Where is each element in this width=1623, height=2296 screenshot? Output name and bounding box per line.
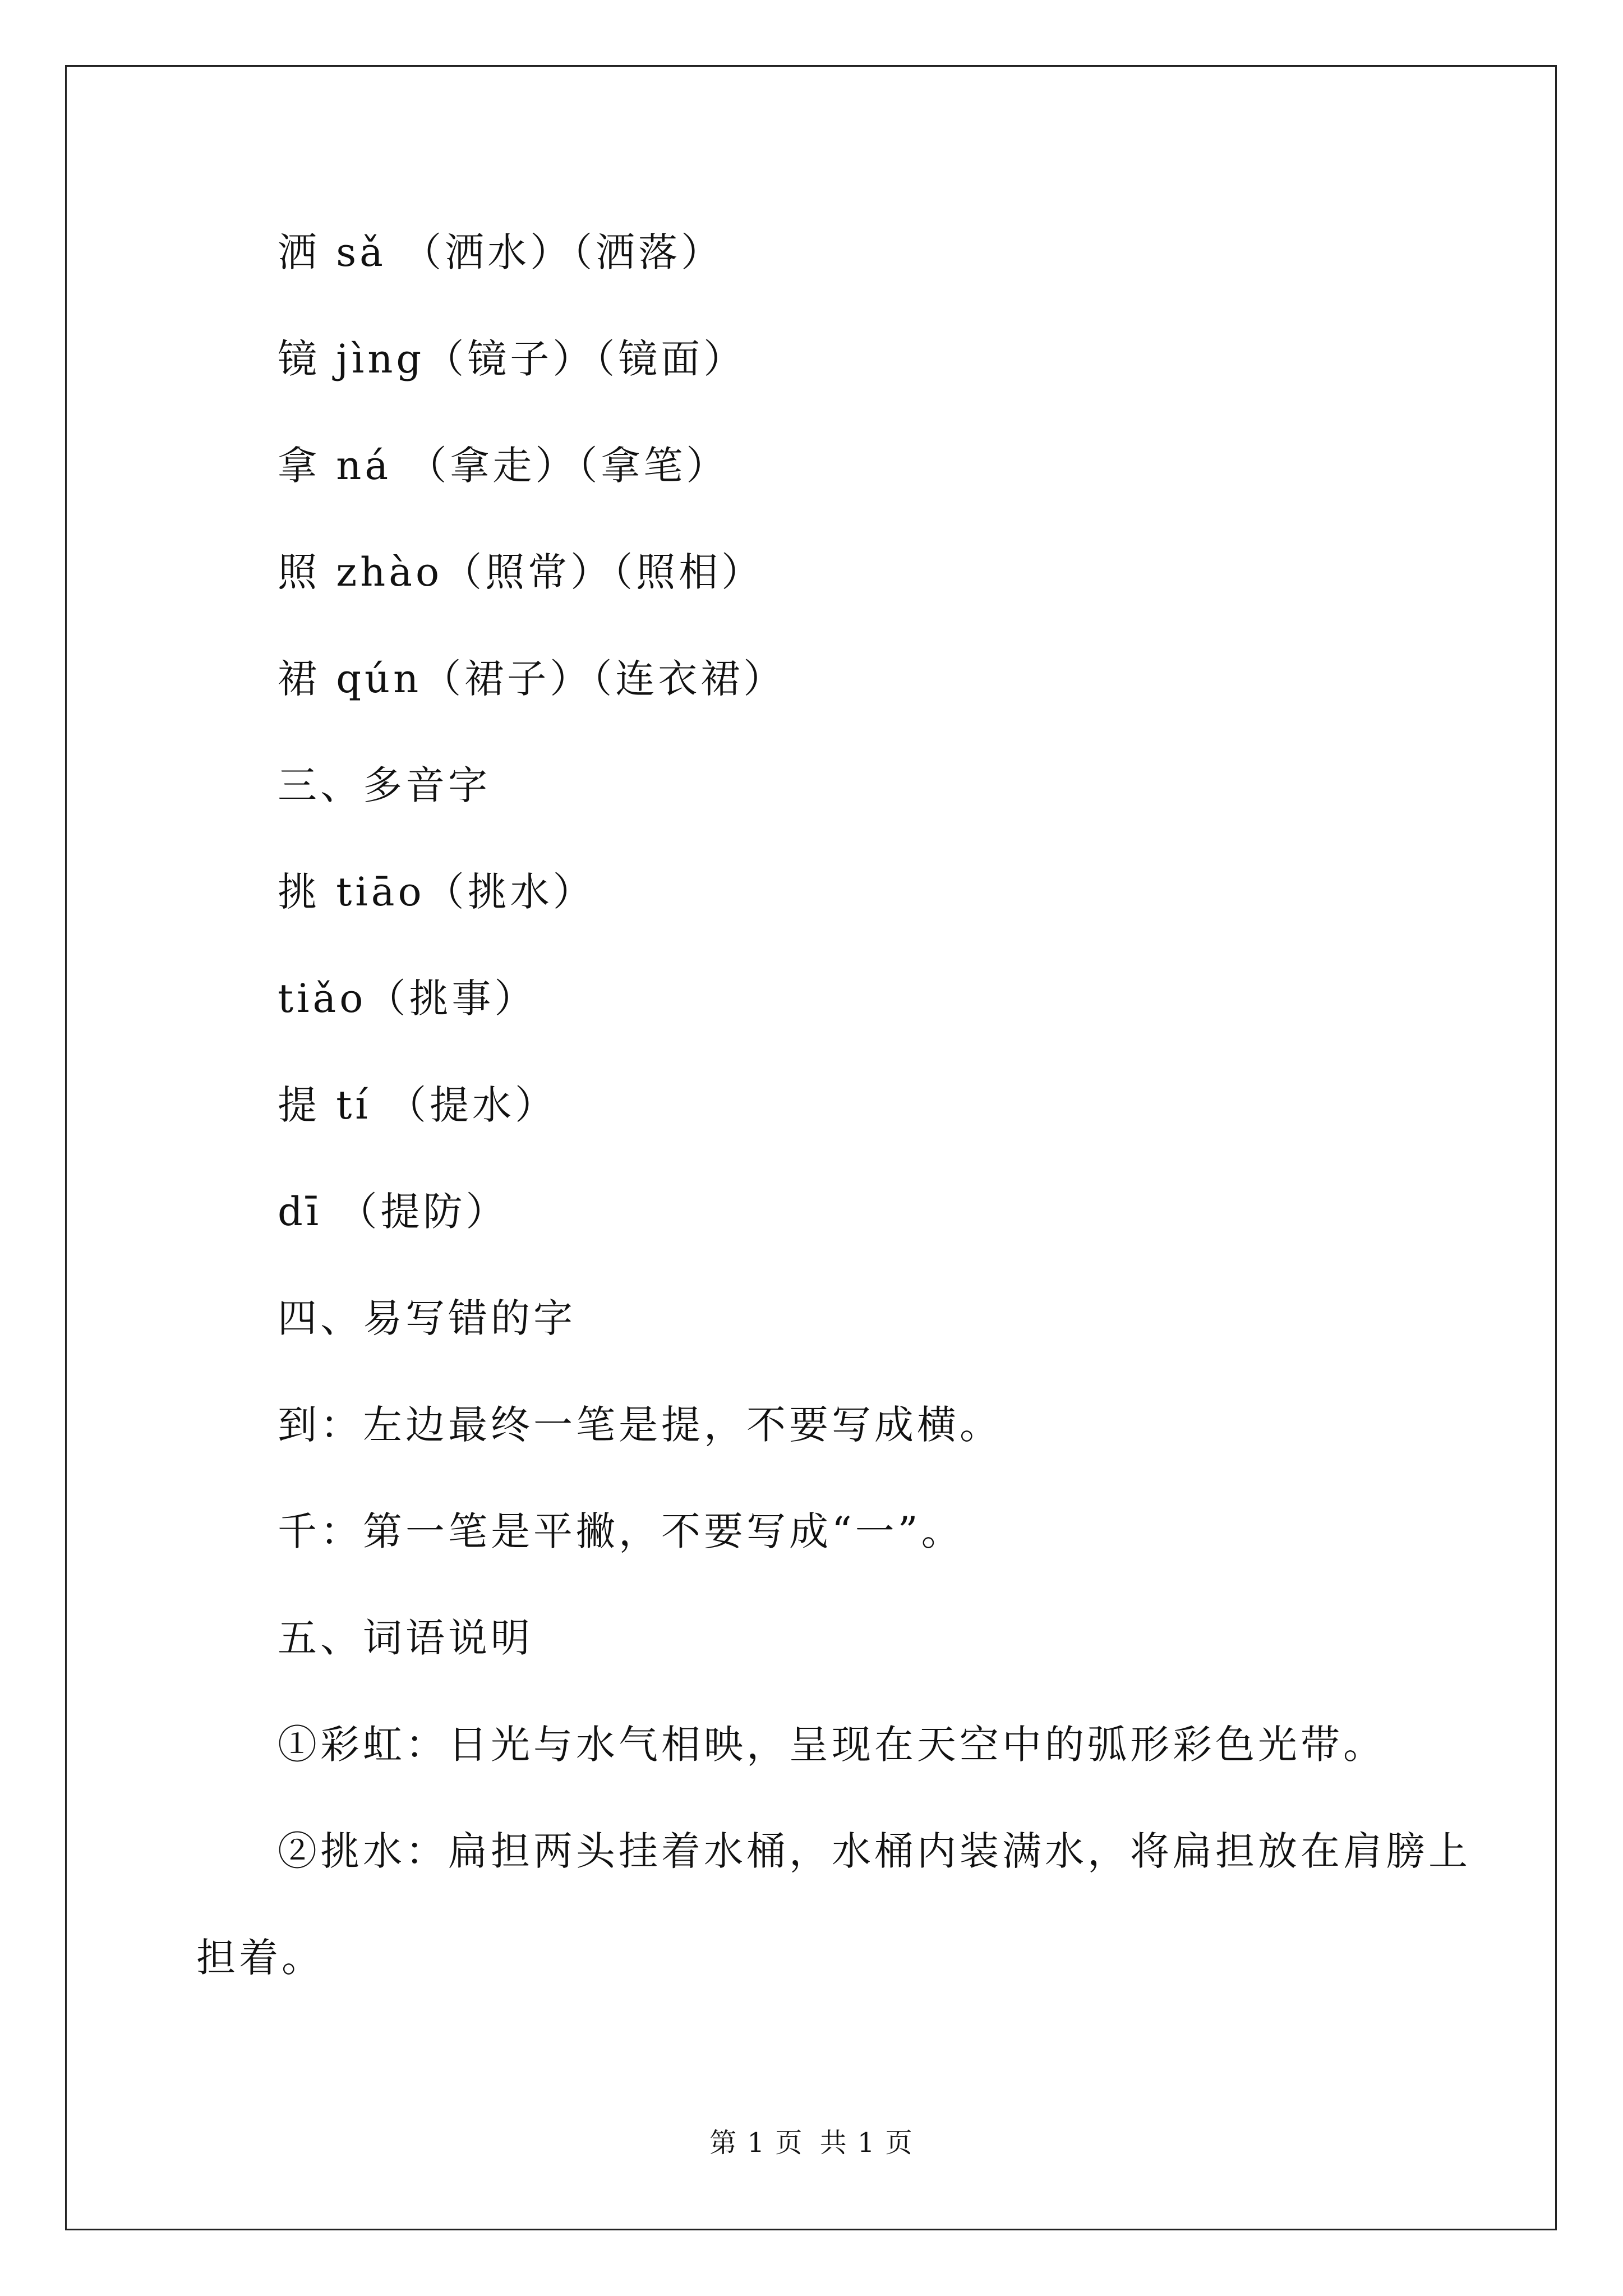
vocab-line-zhao: 照 zhào（照常）（照相）	[278, 549, 764, 595]
section-heading-error-prone: 四、易写错的字	[278, 1295, 576, 1341]
section-heading-polyphones: 三、多音字	[278, 762, 491, 808]
error-note-dao: 到：左边最终一笔是提，不要写成横。	[278, 1402, 1002, 1448]
explanation-rainbow: ①彩虹：日光与水气相映，呈现在天空中的弧形彩色光带。	[278, 1722, 1386, 1768]
explanation-carry-water: ②挑水：扁担两头挂着水桶，水桶内装满水，将扁担放在肩膀上	[278, 1828, 1471, 1874]
vocab-line-qun: 裙 qún（裙子）（连衣裙）	[278, 656, 786, 702]
vocab-line-jing: 镜 jìng（镜子）（镜面）	[278, 336, 746, 382]
explanation-carry-water-continued: 担着。	[196, 1935, 324, 1981]
page-footer	[0, 2126, 1623, 2160]
polyphone-line-di: dī （提防）	[278, 1189, 509, 1235]
polyphone-line-ti: 提 tí （提水）	[278, 1082, 558, 1128]
error-note-qian: 千：第一笔是平撇，不要写成“一”。	[278, 1508, 964, 1554]
vocab-line-na: 拿 ná （拿走）（拿笔）	[278, 443, 729, 489]
page-frame	[65, 65, 1557, 2230]
page-total: 共 1 页	[819, 2127, 914, 2159]
section-heading-word-explanation: 五、词语说明	[278, 1615, 533, 1661]
vocab-line-sa: 洒 sǎ （洒水）（洒落）	[278, 229, 724, 275]
page-number: 第 1 页	[709, 2127, 804, 2159]
polyphone-line-tiao1: 挑 tiāo（挑水）	[278, 869, 596, 915]
polyphone-line-tiao3: tiǎo（挑事）	[278, 976, 537, 1022]
